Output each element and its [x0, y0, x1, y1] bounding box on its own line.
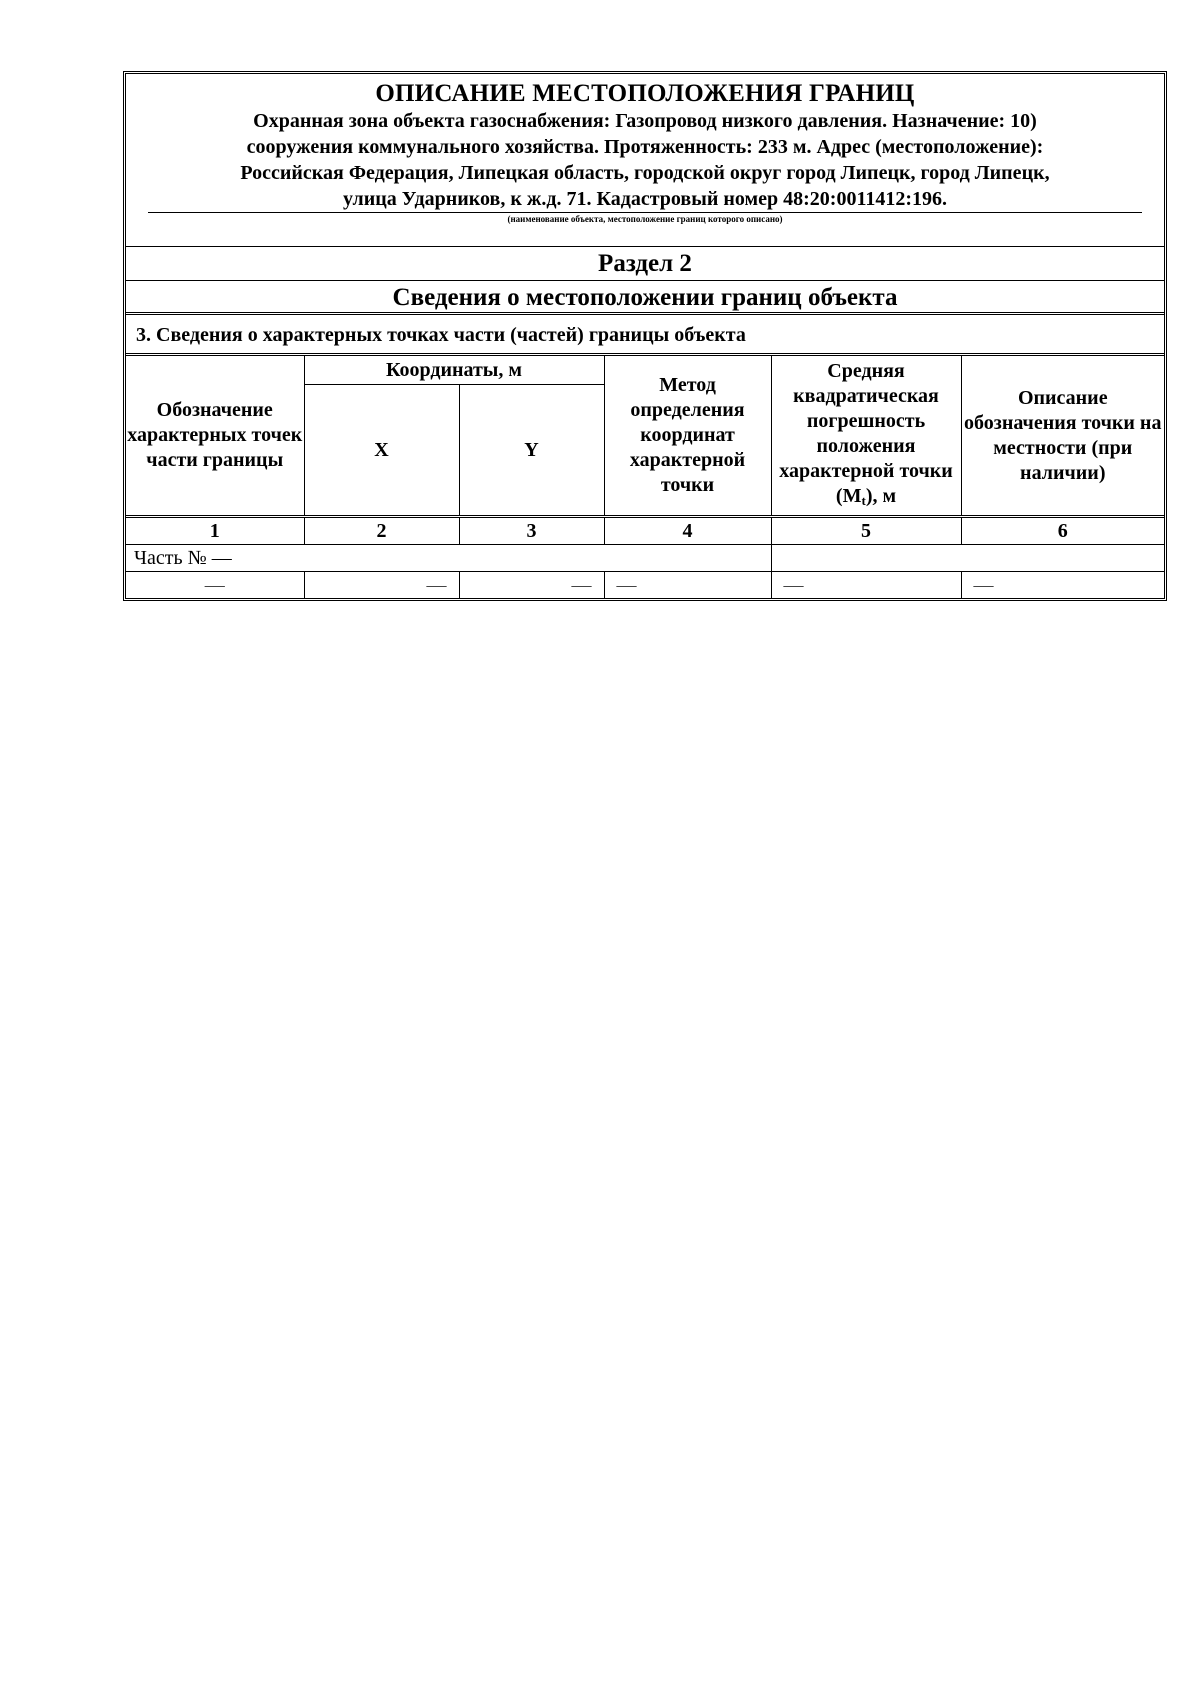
column-number: 2	[304, 517, 459, 545]
object-description-line: Охранная зона объекта газоснабжения: Газопровод низкого давления. Назначение: 10)	[253, 110, 1037, 132]
part-empty-cell	[771, 545, 1164, 572]
characteristic-points-table	[126, 356, 1164, 598]
column-header-x: X	[304, 385, 459, 517]
object-description-line: улица Ударников, к ж.д. 71. Кадастровый номер 48:20:0011412:196.	[342, 188, 948, 210]
column-header-description: Описание обозначения точки на местности (при наличии)	[961, 356, 1164, 517]
section-number: Раздел 2	[126, 247, 1164, 281]
column-header-point-designation: Обозначение характерных точек части границы	[126, 356, 304, 517]
column-header-error-unit: ), м	[865, 484, 897, 507]
object-caption: (наименование объекта, местоположение границ которого описано)	[507, 214, 783, 224]
column-header-error	[771, 356, 961, 517]
object-description	[148, 108, 1142, 213]
table-cell: —	[459, 572, 604, 599]
object-description-line: сооружения коммунального хозяйства. Протяженность: 233 м. Адрес (местоположение):	[246, 136, 1044, 158]
column-number: 4	[604, 517, 771, 545]
object-description-line: Российская Федерация, Липецкая область, городской округ город Липецк, город Липецк,	[240, 162, 1050, 184]
table-cell: —	[126, 572, 304, 599]
column-number: 3	[459, 517, 604, 545]
table-cell: —	[961, 572, 1164, 599]
table-cell: —	[604, 572, 771, 599]
column-number: 5	[771, 517, 961, 545]
column-header-error-text: Средняя квадратическая погрешность положения характерной точки (M	[779, 359, 953, 507]
column-header-method: Метод определения координат характерной точки	[604, 356, 771, 517]
boundary-description-form	[123, 71, 1167, 601]
table-cell: —	[304, 572, 459, 599]
column-header-error-subscript: t	[861, 492, 866, 508]
document-title: ОПИСАНИЕ МЕСТОПОЛОЖЕНИЯ ГРАНИЦ	[375, 80, 915, 107]
column-header-coordinates: Координаты, м	[304, 356, 604, 385]
subsection-title: 3. Сведения о характерных точках части (частей) границы объекта	[126, 315, 1164, 356]
form-header	[126, 74, 1164, 247]
table-cell: —	[771, 572, 961, 599]
column-header-y: Y	[459, 385, 604, 517]
part-label: Часть № —	[126, 545, 771, 572]
column-number: 6	[961, 517, 1164, 545]
section-name: Сведения о местоположении границ объекта	[126, 281, 1164, 315]
column-number: 1	[126, 517, 304, 545]
